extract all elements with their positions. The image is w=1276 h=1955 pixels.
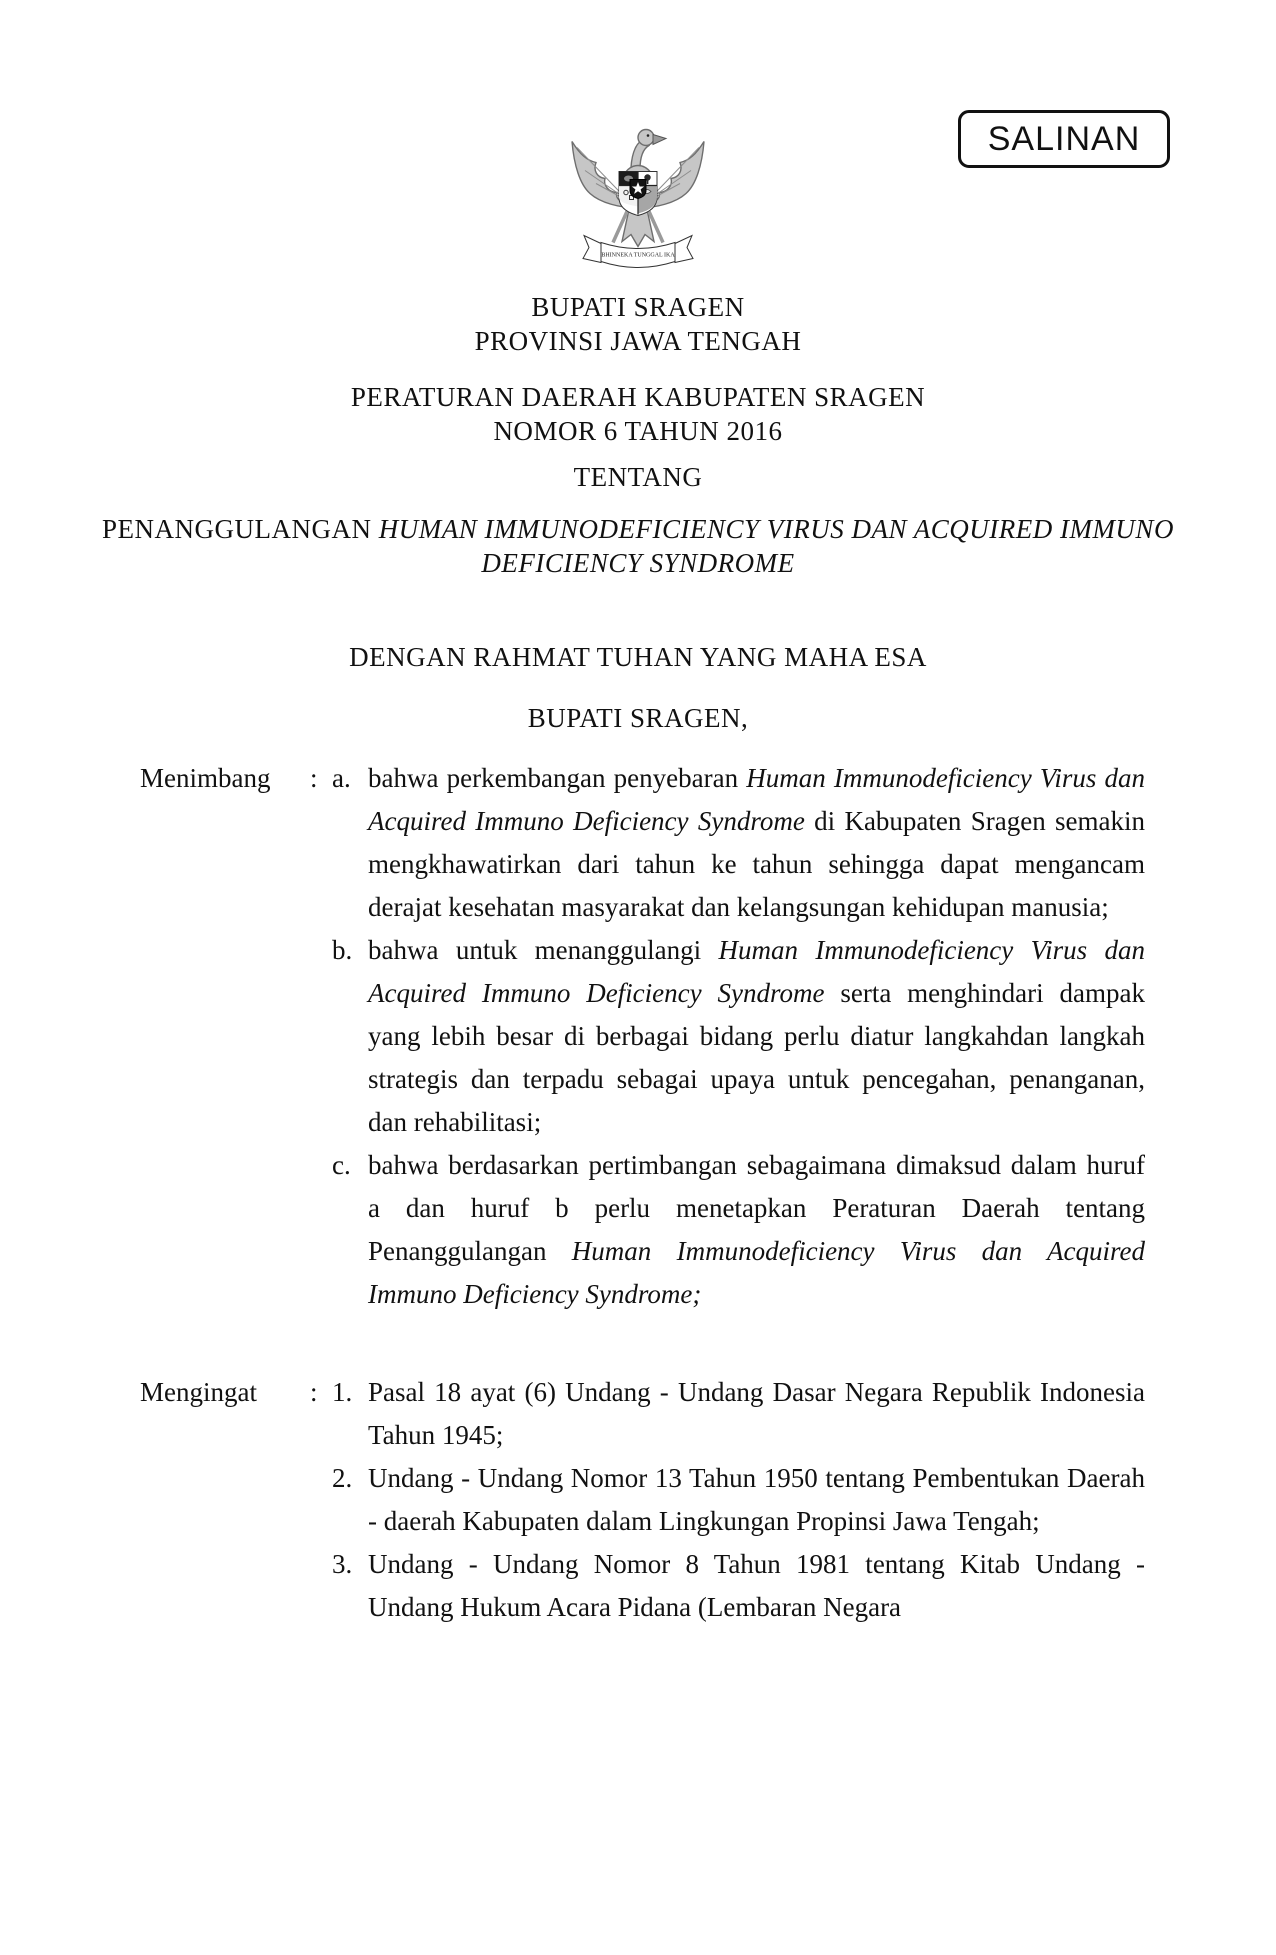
pancasila-shield — [619, 172, 657, 216]
salinan-stamp-label: SALINAN — [987, 119, 1141, 158]
item-marker: a. — [332, 763, 351, 793]
item-text: Undang - Undang Nomor 13 Tahun 1950 tentang Pembentukan Daerah - daerah Kabupaten dalam Lingkungan Propinsi Jawa Tengah; — [368, 1463, 1145, 1536]
mengingat-label: Mengingat — [140, 1377, 257, 1407]
subject-heading: PENANGGULANGAN HUMAN IMMUNODEFICIENCY VIRUS DAN ACQUIRED IMMUNO DEFICIENCY SYNDROME — [102, 514, 1174, 578]
invocation-line: DENGAN RAHMAT TUHAN YANG MAHA ESA — [349, 642, 927, 672]
title-line2: NOMOR 6 TAHUN 2016 — [493, 416, 783, 446]
authority-line: BUPATI SRAGEN, — [527, 703, 749, 733]
menimbang-item-a — [332, 757, 1145, 929]
mengingat-section — [140, 1371, 1145, 1629]
mengingat-item-1 — [332, 1371, 1145, 1457]
garuda-eye — [647, 134, 650, 137]
garuda-head — [638, 130, 654, 146]
item-text: bahwa berdasarkan pertimbangan sebagaimana dimaksud dalam huruf a dan huruf b perlu menetapkan Peraturan Daerah tentang Penanggulangan Human Immunodeficiency Virus dan Acquired Immuno Deficiency Syndrome; — [368, 1150, 1145, 1309]
item-marker: 3. — [332, 1549, 353, 1579]
mengingat-item-3 — [332, 1543, 1145, 1629]
menimbang-items — [332, 757, 1145, 1316]
item-text: bahwa untuk menanggulangi Human Immunodeficiency Virus dan Acquired Immuno Deficiency Syndrome serta menghindari dampak yang lebih besar di berbagai bidang perlu diatur langkahdan langkah strategis dan terpadu sebagai upaya untuk pencegahan, penanganan, dan rehabilitasi; — [368, 935, 1145, 1137]
letterhead — [0, 290, 1276, 358]
mengingat-item-2 — [332, 1457, 1145, 1543]
mengingat-items — [332, 1371, 1145, 1629]
item-marker: c. — [332, 1150, 351, 1180]
item-marker: 2. — [332, 1463, 353, 1493]
letterhead-office: BUPATI SRAGEN — [531, 292, 745, 322]
letterhead-province: PROVINSI JAWA TENGAH — [474, 326, 802, 356]
item-marker: b. — [332, 935, 353, 965]
salinan-stamp — [958, 110, 1170, 168]
menimbang-section — [140, 757, 1145, 1316]
ribbon-text: BHINNEKA TUNGGAL IKA — [601, 252, 675, 259]
menimbang-item-b — [332, 929, 1145, 1144]
menimbang-colon: : — [310, 763, 318, 793]
menimbang-item-c — [332, 1144, 1145, 1316]
menimbang-label: Menimbang — [140, 763, 271, 793]
item-marker: 1. — [332, 1377, 353, 1407]
item-text: Pasal 18 ayat (6) Undang - Undang Dasar Negara Republik Indonesia Tahun 1945; — [368, 1377, 1145, 1450]
garuda-pancasila-emblem — [563, 112, 713, 284]
item-text: bahwa perkembangan penyebaran Human Immunodeficiency Virus dan Acquired Immuno Deficiency Syndrome di Kabupaten Sragen semakin mengkhawatirkan dari tahun ke tahun sehingga dapat mengancam derajat kesehatan masyarakat dan kelangsungan kehidupan manusia; — [368, 763, 1145, 922]
tentang-heading: TENTANG — [573, 462, 703, 492]
document-title — [0, 380, 1276, 448]
item-text: Undang - Undang Nomor 8 Tahun 1981 tentang Kitab Undang - Undang Hukum Acara Pidana (Lembaran Negara — [368, 1549, 1145, 1622]
garuda-beak — [653, 135, 666, 145]
mengingat-colon: : — [310, 1377, 318, 1407]
title-line1: PERATURAN DAERAH KABUPATEN SRAGEN — [350, 382, 926, 412]
